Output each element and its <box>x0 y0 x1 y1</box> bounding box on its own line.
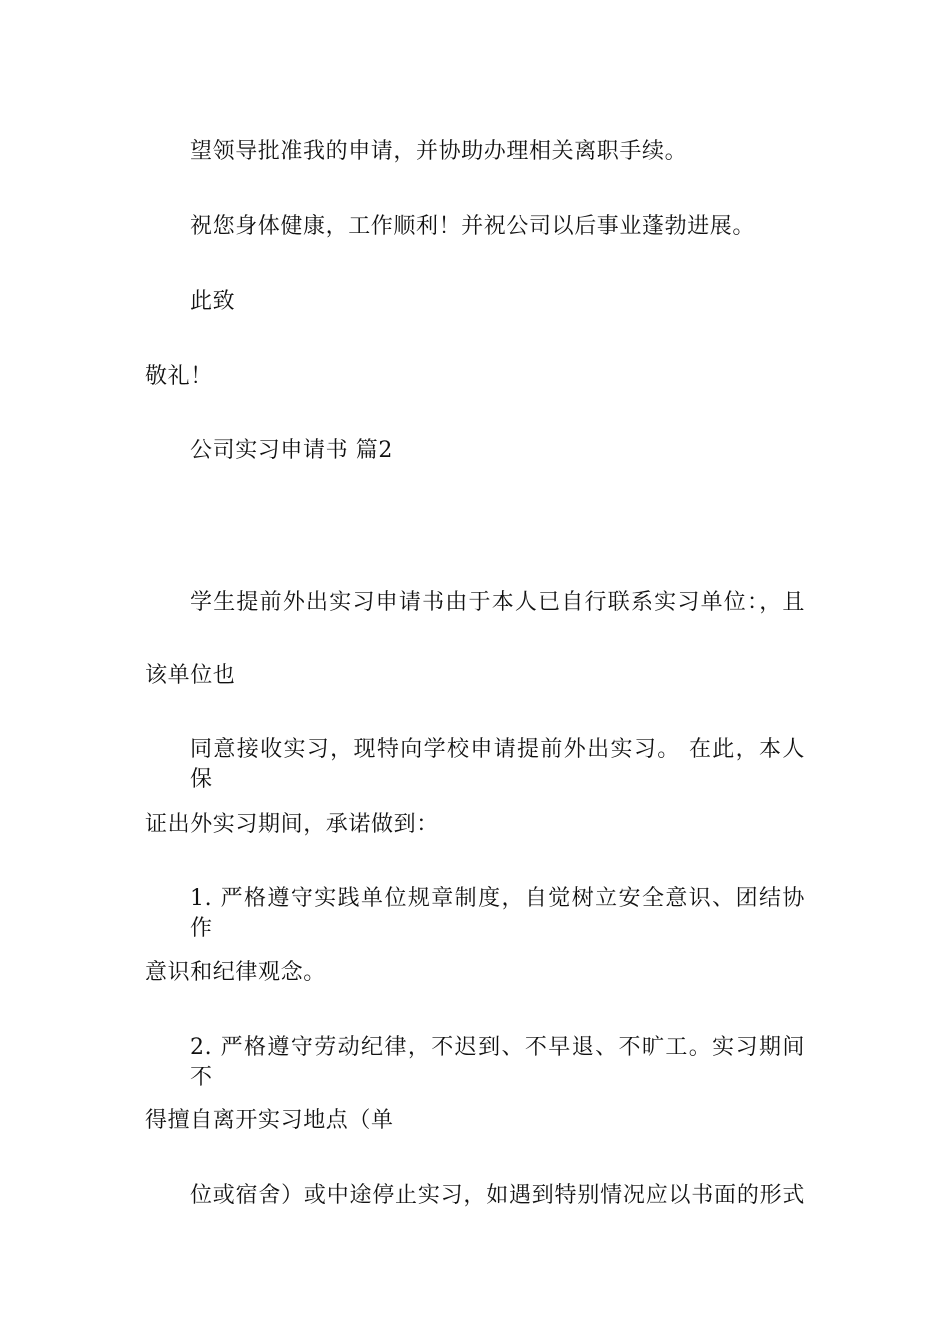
paragraph-line-intro-3: 同意接收实习，现特向学校申请提前外出实习。 在此，本人保 <box>190 737 805 792</box>
paragraph-line-intro-1: 学生提前外出实习申请书由于本人已自行联系实习单位：，且 <box>190 590 805 615</box>
list-item-2-line-2: 得擅自离开实习地点（单 <box>145 1108 394 1133</box>
paragraph-line-intro-4: 证出外实习期间，承诺做到： <box>145 812 439 837</box>
paragraph-line-approval-request: 望领导批准我的申请，并协助办理相关离职手续。 <box>190 139 688 164</box>
paragraph-line-intro-2: 该单位也 <box>145 663 236 688</box>
closing-respect: 敬礼！ <box>145 364 213 389</box>
list-item-1-line-1: 1. 严格遵守实践单位规章制度，自觉树立安全意识、团结协作 <box>190 886 805 941</box>
section-heading: 公司实习申请书 篇2 <box>190 438 393 463</box>
list-item-2-line-3: 位或宿舍）或中途停止实习，如遇到特别情况应以书面的形式 <box>190 1183 805 1208</box>
paragraph-line-wishes: 祝您身体健康，工作顺利！并祝公司以后事业蓬勃进展。 <box>190 214 756 239</box>
list-item-2-line-1: 2. 严格遵守劳动纪律，不迟到、不早退、不旷工。实习期间不 <box>190 1035 805 1090</box>
closing-salutation: 此致 <box>190 289 236 314</box>
list-item-1-line-2: 意识和纪律观念。 <box>145 960 326 985</box>
